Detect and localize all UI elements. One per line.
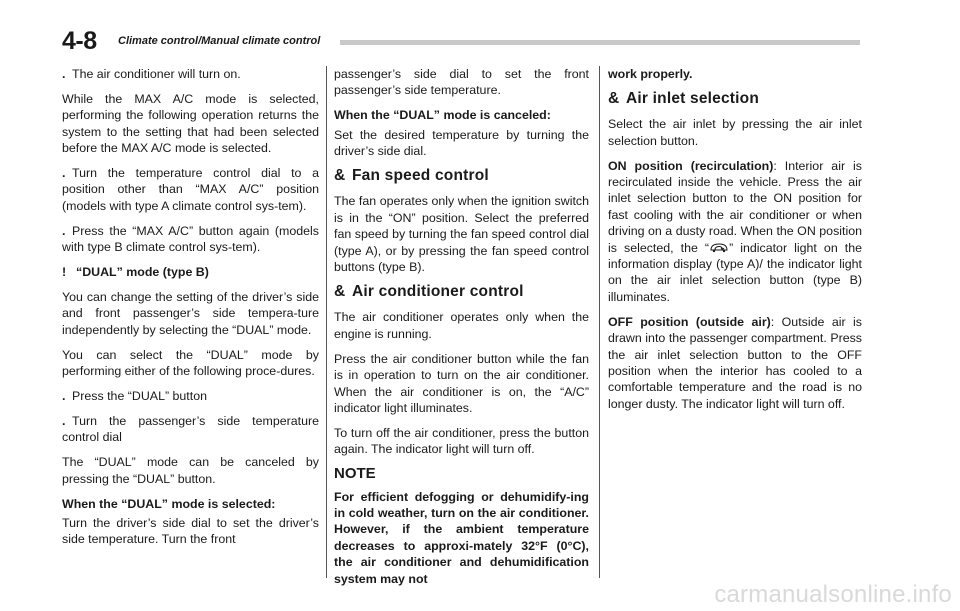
term-off-position: OFF position (outside air) (608, 314, 771, 329)
page-number: 4-8 (62, 27, 97, 55)
paragraph: Select the air inlet by pressing the air inlet selection button. (608, 117, 862, 148)
paragraph: Turn the driver’s side dial to set the driver’s side temperature. Turn the front (62, 515, 319, 547)
paragraph: You can select the “DUAL” mode by performing either of the following proce-dures. (62, 347, 319, 379)
section-heading-air-inlet (608, 91, 862, 107)
bullet-item: . Turn the passenger’s side temperature control dial (62, 413, 319, 446)
subsection-heading (62, 264, 319, 280)
term-description: ” indicator light on the information display (type A)/ the indicator light on the air inlet selection button (type B) illuminates. (608, 240, 862, 304)
column-2 (334, 66, 589, 595)
paragraph: work properly. (608, 67, 693, 81)
paragraph: You can change the setting of the driver’s side and front passenger’s side tempera-ture independently by selecting the “DUAL” mode. (62, 289, 319, 337)
term-description: : Interior air is recirculated inside the vehicle. Press the air inlet selection button to the ON position for fast cooling with the air conditioner or when driving on a dusty road. When the ON position is selected, the “ (608, 158, 862, 255)
column-1 (62, 66, 319, 556)
paragraph: While the MAX A/C mode is selected, performing the following operation returns the system to the setting that had been selected before the MAX A/C mode is selected. (62, 91, 319, 156)
paragraph-heading: When the “DUAL” mode is selected: (62, 496, 276, 511)
paragraph: To turn off the air conditioner, press the button again. The indicator light will turn off. (334, 425, 589, 457)
heading-text: Fan speed control (352, 167, 489, 185)
heading-text: Air inlet selection (626, 89, 759, 107)
heading-mark: & (334, 167, 346, 185)
heading-mark: & (608, 89, 620, 107)
column-divider (326, 66, 327, 578)
paragraph: The fan operates only when the ignition switch is in the “ON” position. Select the preferred fan speed by turning the fan speed control dial (type A), or by pressing the fan speed control buttons (type B). (334, 194, 589, 275)
paragraph: passenger’s side dial to set the front passenger’s side temperature. (334, 67, 589, 98)
column-divider (599, 66, 600, 578)
paragraph-heading: When the “DUAL” mode is canceled: (334, 108, 551, 123)
note-body: For efficient defogging or dehumidify-ing in cold weather, turn on the air conditioner. However, if the ambient temperature decreases to approxi-mately 32°F (0°C), the air conditioner and dehumidification system may not (334, 489, 589, 586)
header-bar (340, 40, 860, 45)
paragraph: The air conditioner operates only when the engine is running. (334, 310, 589, 341)
section-heading-fan-speed (334, 168, 589, 184)
paragraph (608, 314, 862, 412)
bullet-item: . Press the “DUAL” button (62, 388, 319, 404)
bullet-item: . Turn the temperature control dial to a position other than “MAX A/C” position (models with type A climate control sys-tem). (62, 165, 319, 214)
paragraph: Press the air conditioner button while the fan is in operation to turn on the air conditioner. When the air conditioner is on, the “A/C” indicator light illuminates. (334, 351, 589, 415)
recirculation-indicator-icon (709, 241, 729, 252)
watermark: carmanualsonline.info (714, 581, 952, 608)
bullet-item: . The air conditioner will turn on. (62, 66, 319, 82)
section-title: Climate control/Manual climate control (118, 35, 321, 47)
paragraph (608, 158, 862, 306)
bullet-item: . Press the “MAX A/C” button again (models with type B climate control sys-tem). (62, 223, 319, 256)
paragraph: The “DUAL” mode can be canceled by pressing the “DUAL” button. (62, 455, 319, 486)
term-on-position: ON position (recirculation) (608, 158, 774, 173)
heading-text: Air conditioner control (352, 282, 524, 300)
heading-mark: & (334, 282, 346, 300)
term-description: : Outside air is drawn into the passenger compartment. Press the air inlet selection button to the OFF position when the interior has cooled to a comfortable temperature and the road is no longer dusty. The indicator light will turn off. (608, 314, 862, 411)
subsection-mark: ! (62, 265, 67, 280)
note-heading: NOTE (334, 465, 376, 483)
section-heading-air-conditioner (334, 284, 589, 300)
paragraph: Set the desired temperature by turning the driver’s side dial. (334, 127, 589, 159)
subsection-title: “DUAL” mode (type B) (76, 265, 209, 280)
page-header (62, 27, 862, 53)
column-3 (608, 66, 862, 421)
